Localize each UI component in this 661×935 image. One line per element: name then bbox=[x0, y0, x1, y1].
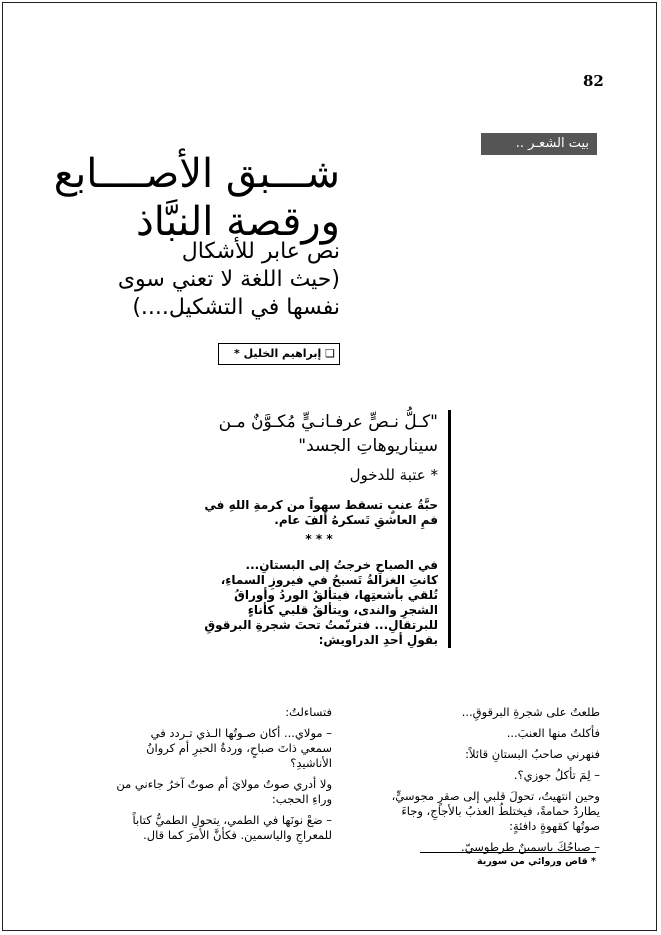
text-line: في الصباحِ خرجتُ إلى البستانِ... bbox=[245, 558, 438, 572]
text-line: – مولاي... أكان صـوتُها الـذي تـردد في bbox=[150, 726, 332, 740]
author-byline: ❑ إبراهيم الخليل * bbox=[218, 343, 340, 365]
paragraph-grape bbox=[200, 498, 438, 528]
text-line: يطاردُ حمامةً، فيختلطُ العذبُ بالأجاجِ، وجاءَ bbox=[401, 804, 600, 818]
text-line: للمعراجِ والياسمين. فكأنَّ الأمرَ كما قال. bbox=[143, 828, 332, 842]
text-line: – ضعْ نونَها في الطمي، يتحولِ الطميُّ كتاباً bbox=[132, 813, 332, 827]
text-line: وراءِ الحجب: bbox=[271, 792, 332, 806]
epigraph-quote-line: "كـلُّ نـصٍّ عرفـانـيٍّ مُكـوَّنٌ مـن bbox=[218, 412, 438, 432]
column-right bbox=[342, 705, 600, 855]
poem-subtitle bbox=[70, 238, 340, 322]
text-line: صوتُها كقهوةٍ دافئةٍ: bbox=[509, 819, 600, 833]
poem-title bbox=[53, 150, 340, 246]
text-line: سمعي ذاتَ صباحٍ، وردةُ الحبرِ أم كروانُ bbox=[146, 741, 332, 755]
epigraph-block bbox=[200, 410, 451, 648]
text-line: – لِمَ تأكلُ جوزي؟. bbox=[513, 768, 600, 782]
page-number: 82 bbox=[583, 72, 604, 90]
text-line: بقولِ أحدِ الدراويش: bbox=[318, 633, 438, 647]
text-line: ولا أدري صوتُ مولايَ أم صوتٌ آخرُ جاءني من bbox=[116, 777, 332, 791]
epigraph-quote-line: سيناريوهاتِ الجسد" bbox=[298, 436, 438, 456]
subtitle-line: نص عابر للأشكال bbox=[181, 239, 340, 264]
text-line: وحين انتهيتُ، تحولَ قلبي إلى صقرٍ مجوسيٍّ، bbox=[391, 789, 600, 803]
subtitle-line: (حيث اللغة لا تعني سوى bbox=[117, 267, 340, 292]
text-line: – صباحُكَ ياسمينٌ طرطوسيّ. bbox=[461, 840, 600, 854]
footnote-divider bbox=[420, 852, 596, 853]
title-line: ورقصة النبَّاذ bbox=[135, 199, 340, 245]
threshold-heading: * عتبة للدخول bbox=[349, 466, 438, 484]
text-line: كانتِ الغزالةُ تَسبحُ في فيروزِ السماءِ، bbox=[220, 573, 438, 587]
column-left bbox=[60, 705, 332, 843]
text-line: الشجرِ والندى، ويتألقُ قلبي كأناءٍ bbox=[247, 603, 438, 617]
text-line: فأكلتُ منها العنبَ... bbox=[506, 726, 600, 740]
text-line: تُلقي بأشعتِها، فيتألقُ الوردُ وأوراقُ bbox=[234, 588, 438, 602]
text-line: للبرتقالِ... فترنّمتُ تحتَ شجرةِ البرقوقِ bbox=[204, 618, 438, 632]
text-line: الأناشيدِ؟ bbox=[290, 756, 332, 770]
text-line: فمِ العاشقِ تَسكرهُ ألفَ عام. bbox=[274, 513, 438, 527]
text-line: طلعتُ على شجرةِ البرقوقِ... bbox=[461, 705, 600, 719]
title-line: شـــبق الأصــــابع bbox=[53, 151, 340, 197]
subtitle-line: نفسها في التشكيل....) bbox=[132, 295, 340, 320]
text-line: فنهرني صاحبُ البستانِ قائلاً: bbox=[465, 747, 600, 761]
paragraph-garden bbox=[200, 558, 438, 648]
footnote: * قاص وروائي من سورية bbox=[476, 856, 596, 867]
section-separator: * * * bbox=[305, 532, 333, 546]
section-label: بيت الشعـر .. bbox=[481, 133, 597, 155]
text-line: حبَّةُ عنبٍ تسقط سهواً من كرمةِ اللهِ في bbox=[204, 498, 438, 512]
text-line: فتساءلتُ: bbox=[285, 705, 332, 719]
